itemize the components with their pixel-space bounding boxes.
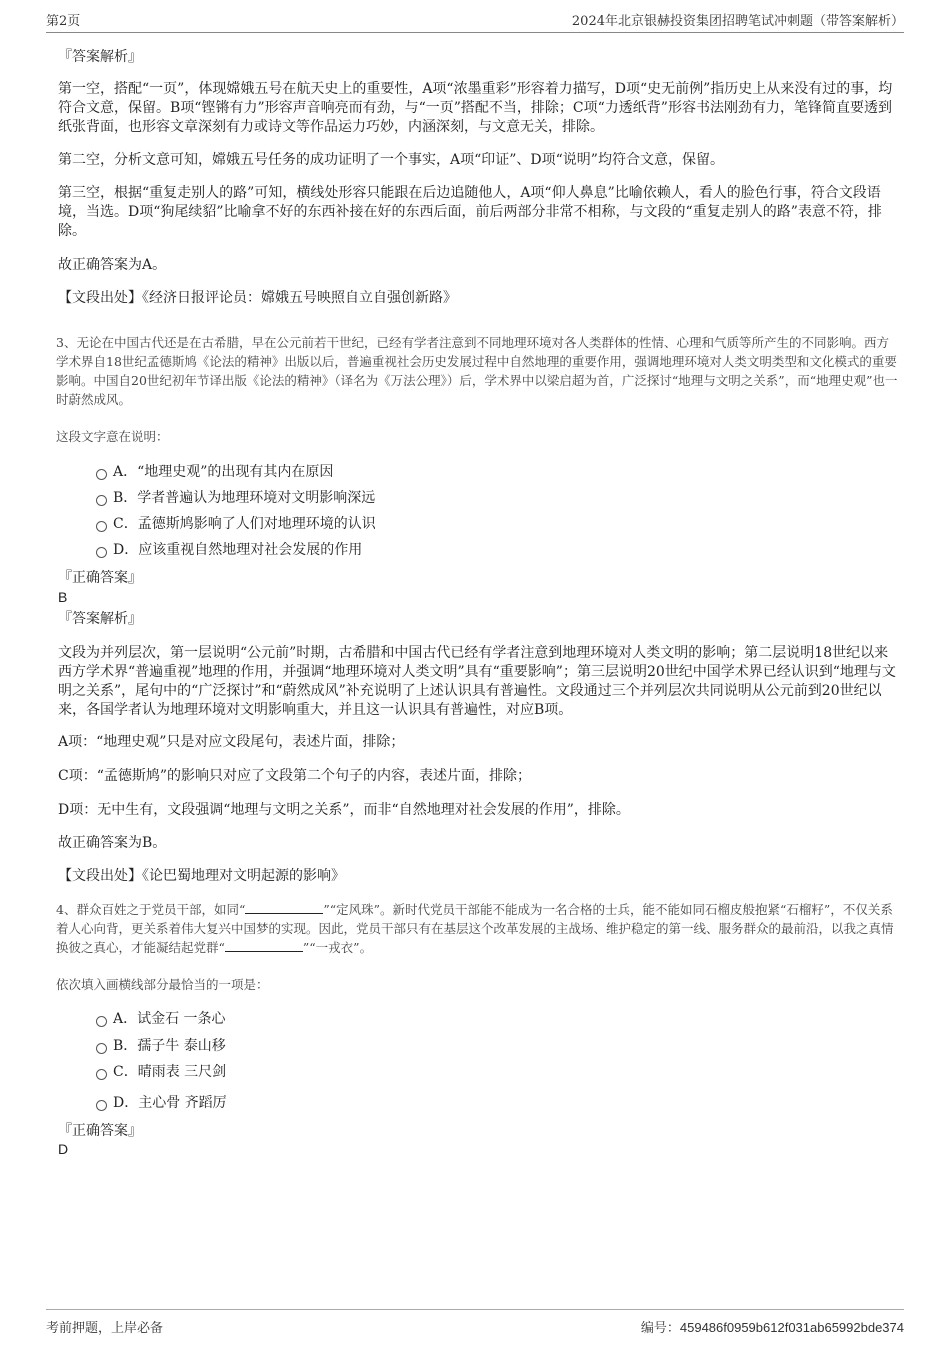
q3-question: 这段文字意在说明：: [56, 429, 169, 444]
option-label: A．试金石 一条心: [113, 1011, 226, 1027]
q3-answer: B: [58, 589, 68, 605]
q2-analysis-label: 『答案解析』: [58, 49, 142, 65]
q3-option-a[interactable]: [96, 463, 333, 482]
q3-analysis-label: 『答案解析』: [58, 611, 142, 627]
q2-analysis-p1: 第一空，搭配“一页”，体现嫦娥五号在航天史上的重要性，A项“浓墨重彩”形容着力描写，D项“史无前例”指历史上从来没有过的事，均符合文意，保留。B项“铿锵有力”形容声音响亮而有劲，与“一页”搭配不当，排除；C项“力透纸背”形容书法刚劲有力，笔锋简直要透到纸张背面，也形容文章深刻有力或诗文等作品运力巧妙，内涵深刻，与文意无关，排除。: [58, 81, 893, 135]
q3-option-d[interactable]: [96, 541, 362, 560]
blank-line: [245, 900, 323, 914]
radio-button[interactable]: [96, 1100, 107, 1111]
document-title: 2024年北京银赫投资集团招聘笔试冲刺题（带答案解析）: [571, 14, 904, 29]
radio-button[interactable]: [96, 1016, 107, 1027]
page-footer: [46, 1309, 904, 1336]
q3-option-c[interactable]: [96, 515, 376, 534]
q2-analysis-p3: 第三空，根据“重复走别人的路”可知，横线处形容只能跟在后边追随他人，A项“仰人鼻息”比喻依赖人，看人的脸色行事，符合文段语境，当选。D项“狗尾续貂”比喻拿不好的东西补接在好的东西后面，前后两部分非常不相称，与文段的“重复走别人的路”表意不符，排除。: [58, 185, 882, 239]
blank-line: [225, 938, 303, 952]
q4-question: 依次填入画横线部分最恰当的一项是：: [56, 977, 269, 992]
option-label: C．孟德斯鸠影响了人们对地理环境的认识: [113, 516, 376, 532]
q4-option-b[interactable]: [96, 1037, 226, 1056]
q3-answer-label: 『正确答案』: [58, 570, 142, 586]
q3-conclusion: 故正确答案为B。: [58, 835, 167, 851]
q2-conclusion: 故正确答案为A。: [58, 257, 167, 273]
q3-option-b[interactable]: [96, 489, 375, 508]
option-label: B．孺子牛 泰山移: [113, 1038, 226, 1054]
q4-stem: 4、群众百姓之于党员干部，如同“ ”“定风珠”。新时代党员干部能不能成为一名合格的士兵，能不能如同石榴皮般抱紧“石榴籽”，不仅关系着人心向背，更关系着伟大复兴中国梦的实现。因此，党员干部只有在基层这个改革发展的主战场、维护稳定的第一线、服务群众的最前沿，以我之真情换彼之真心，才能凝结起党群“ ”“一戎衣”。: [56, 902, 894, 955]
page-header: [46, 10, 904, 33]
radio-button[interactable]: [96, 547, 107, 558]
radio-button[interactable]: [96, 1069, 107, 1080]
option-label: D．主心骨 齐蹈厉: [113, 1095, 227, 1111]
q3-source: 【文段出处】《论巴蜀地理对文明起源的影响》: [58, 868, 345, 884]
q4-option-c[interactable]: [96, 1063, 226, 1082]
radio-button[interactable]: [96, 469, 107, 480]
q4-answer: D: [58, 1141, 69, 1157]
q4-option-a[interactable]: [96, 1010, 226, 1029]
option-label: C．晴雨表 三尺剑: [113, 1064, 227, 1080]
radio-button[interactable]: [96, 521, 107, 532]
q3-stem: 3、无论在中国古代还是在古希腊，早在公元前若干世纪，已经有学者注意到不同地理环境对各人类群体的性情、心理和气质等所产生的不同影响。西方学术界自18世纪孟德斯鸠《论法的精神》出版以后，普遍重视社会历史发展过程中自然地理的重要作用，强调地理环境对人类文明类型和文化模式的重要影响。中国自20世纪初年节译出版《论法的精神》（译名为《万法公理》）后，学术界中以梁启超为首，广泛探讨“地理与文明之关系”，而“地理史观”也一时蔚然成风。: [56, 335, 898, 407]
q3-analysis-p1: 文段为并列层次，第一层说明“公元前”时期，古希腊和中国古代已经有学者注意到地理环境对人类文明的影响；第二层说明18世纪以来西方学术界“普遍重视”地理的作用，并强调“地理环境对人类文明”具有“重要影响”；第三层说明20世纪中国学术界已经认识到“地理与文明之关系”，尾句中的“广泛探讨”和“蔚然成风”补充说明了上述认识具有普遍性。文段通过三个并列层次共同说明从公元前到20世纪以来，各国学者认为地理环境对文明影响重大，并且这一认识具有普遍性，对应B项。: [58, 645, 896, 718]
q2-source: 【文段出处】《经济日报评论员：嫦娥五号映照自立自强创新路》: [58, 290, 457, 306]
footer-slogan: 考前押题，上岸必备: [46, 1321, 164, 1336]
document-code: 编号：459486f0959b612f031ab65992bde374: [640, 1320, 904, 1336]
q2-analysis-p2: 第二空，分析文意可知，嫦娥五号任务的成功证明了一个事实，A项“印证”、D项“说明”均符合文意，保留。: [58, 152, 724, 168]
q4-option-d[interactable]: [96, 1094, 227, 1113]
radio-button[interactable]: [96, 495, 107, 506]
q3-analysis-p4: D项：无中生有，文段强调“地理与文明之关系”，而非“自然地理对社会发展的作用”，排除。: [58, 802, 630, 818]
option-label: B．学者普遍认为地理环境对文明影响深远: [113, 490, 376, 506]
option-label: D．应该重视自然地理对社会发展的作用: [113, 542, 363, 558]
q3-analysis-p2: A项：“地理史观”只是对应文段尾句，表述片面，排除；: [58, 734, 405, 750]
q3-analysis-p3: C项：“孟德斯鸠”的影响只对应了文段第二个句子的内容，表述片面，排除；: [58, 768, 532, 784]
q4-answer-label: 『正确答案』: [58, 1123, 142, 1139]
page-number: 第2页: [46, 14, 81, 29]
radio-button[interactable]: [96, 1043, 107, 1054]
option-label: A．“地理史观”的出现有其内在原因: [113, 464, 334, 480]
